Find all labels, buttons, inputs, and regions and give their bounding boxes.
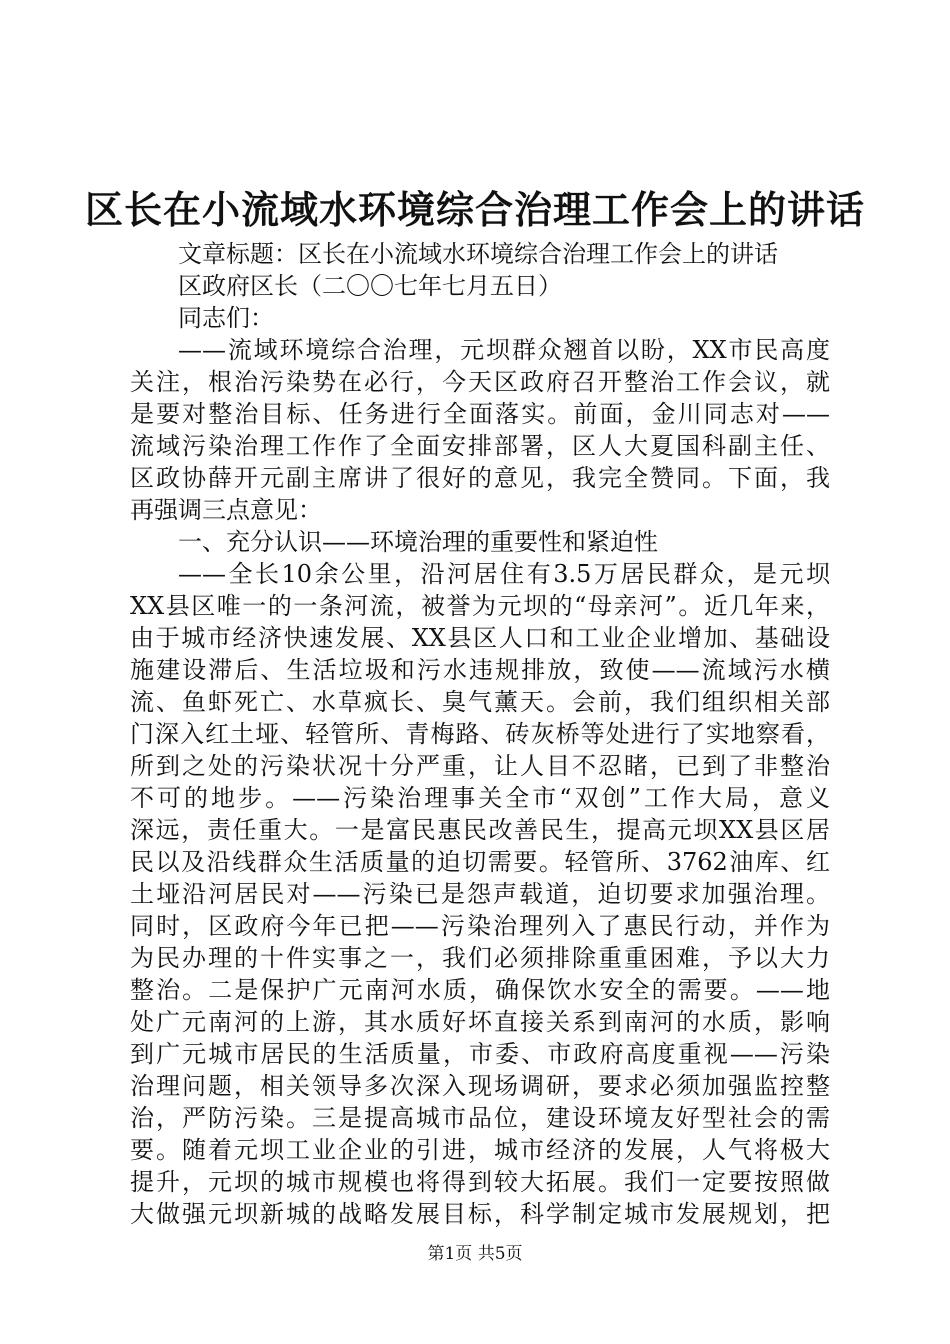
paragraph-line: 民以及沿线群众生活质量的迫切需要。轻管所、3762油库、红 (130, 848, 830, 876)
paragraph-line: 治，严防污染。三是提高城市品位，建设环境友好型社会的需 (130, 1104, 830, 1132)
section-heading: 一、充分认识——环境治理的重要性和紧迫性 (178, 528, 658, 556)
paragraph-line: 是要对整治目标、任务进行全面落实。前面，金川同志对—— (130, 400, 830, 428)
paragraph-line: 门深入红土垭、轻管所、青梅路、砖灰桥等处进行了实地察看， (130, 720, 830, 748)
paragraph-line: 大做强元坝新城的战略发展目标，科学制定城市发展规划，把 (130, 1200, 830, 1228)
paragraph-line: 深远，责任重大。一是富民惠民改善民生，提高元坝XX县区居 (130, 816, 830, 844)
paragraph-line: 再强调三点意见： (130, 496, 322, 524)
paragraph-line: 土垭沿河居民对——污染已是怨声载道，迫切要求加强治理。 (130, 880, 830, 908)
paragraph-line: 整治。二是保护广元南河水质，确保饮水安全的需要。——地 (130, 976, 830, 1004)
paragraph-line: 处广元南河的上游，其水质好坏直接关系到南河的水质，影响 (130, 1008, 830, 1036)
paragraph-line: 关注，根治污染势在必行，今天区政府召开整治工作会议，就 (130, 368, 830, 396)
paragraph-line: 同时，区政府今年已把——污染治理列入了惠民行动，并作为 (130, 912, 830, 940)
paragraph-line: 要。随着元坝工业企业的引进，城市经济的发展，人气将极大 (130, 1136, 830, 1164)
salutation-line: 同志们： (178, 304, 274, 332)
paragraph-line: XX县区唯一的一条河流，被誉为元坝的“母亲河”。近几年来， (130, 592, 830, 620)
document-title: 区长在小流域水环境综合治理工作会上的讲话 (84, 187, 865, 232)
paragraph-line: 提升，元坝的城市规模也将得到较大拓展。我们一定要按照做 (130, 1168, 830, 1196)
page-number-footer: 第1页 共5页 (427, 1244, 523, 1264)
paragraph-line: 为民办理的十件实事之一，我们必须排除重重困难，予以大力 (130, 944, 830, 972)
document-body (130, 238, 830, 1230)
paragraph-line: 到广元城市居民的生活质量，市委、市政府高度重视——污染 (130, 1040, 830, 1068)
paragraph-line: 区政协薛开元副主席讲了很好的意见，我完全赞同。下面，我 (130, 464, 830, 492)
paragraph-line: 由于城市经济快速发展、XX县区人口和工业企业增加、基础设 (130, 624, 830, 652)
paragraph-line: 流、鱼虾死亡、水草疯长、臭气薰天。会前，我们组织相关部 (130, 688, 830, 716)
paragraph-line: 治理问题，相关领导多次深入现场调研，要求必须加强监控整 (130, 1072, 830, 1100)
paragraph-line: ——流域环境综合治理，元坝群众翘首以盼，XX市民高度 (178, 336, 830, 364)
paragraph-line: 不可的地步。——污染治理事关全市“双创”工作大局，意义 (130, 784, 830, 812)
speaker-line: 区政府区长（二〇〇七年七月五日） (178, 272, 562, 300)
paragraph-line: 施建设滞后、生活垃圾和污水违规排放，致使——流域污水横 (130, 656, 830, 684)
article-title-line: 文章标题：区长在小流域水环境综合治理工作会上的讲话 (178, 240, 778, 268)
paragraph-line: 所到之处的污染状况十分严重，让人目不忍睹，已到了非整治 (130, 752, 830, 780)
paragraph-line: ——全长10余公里，沿河居住有3.5万居民群众，是元坝 (178, 560, 830, 588)
paragraph-line: 流域污染治理工作作了全面安排部署，区人大夏国科副主任、 (130, 432, 830, 460)
